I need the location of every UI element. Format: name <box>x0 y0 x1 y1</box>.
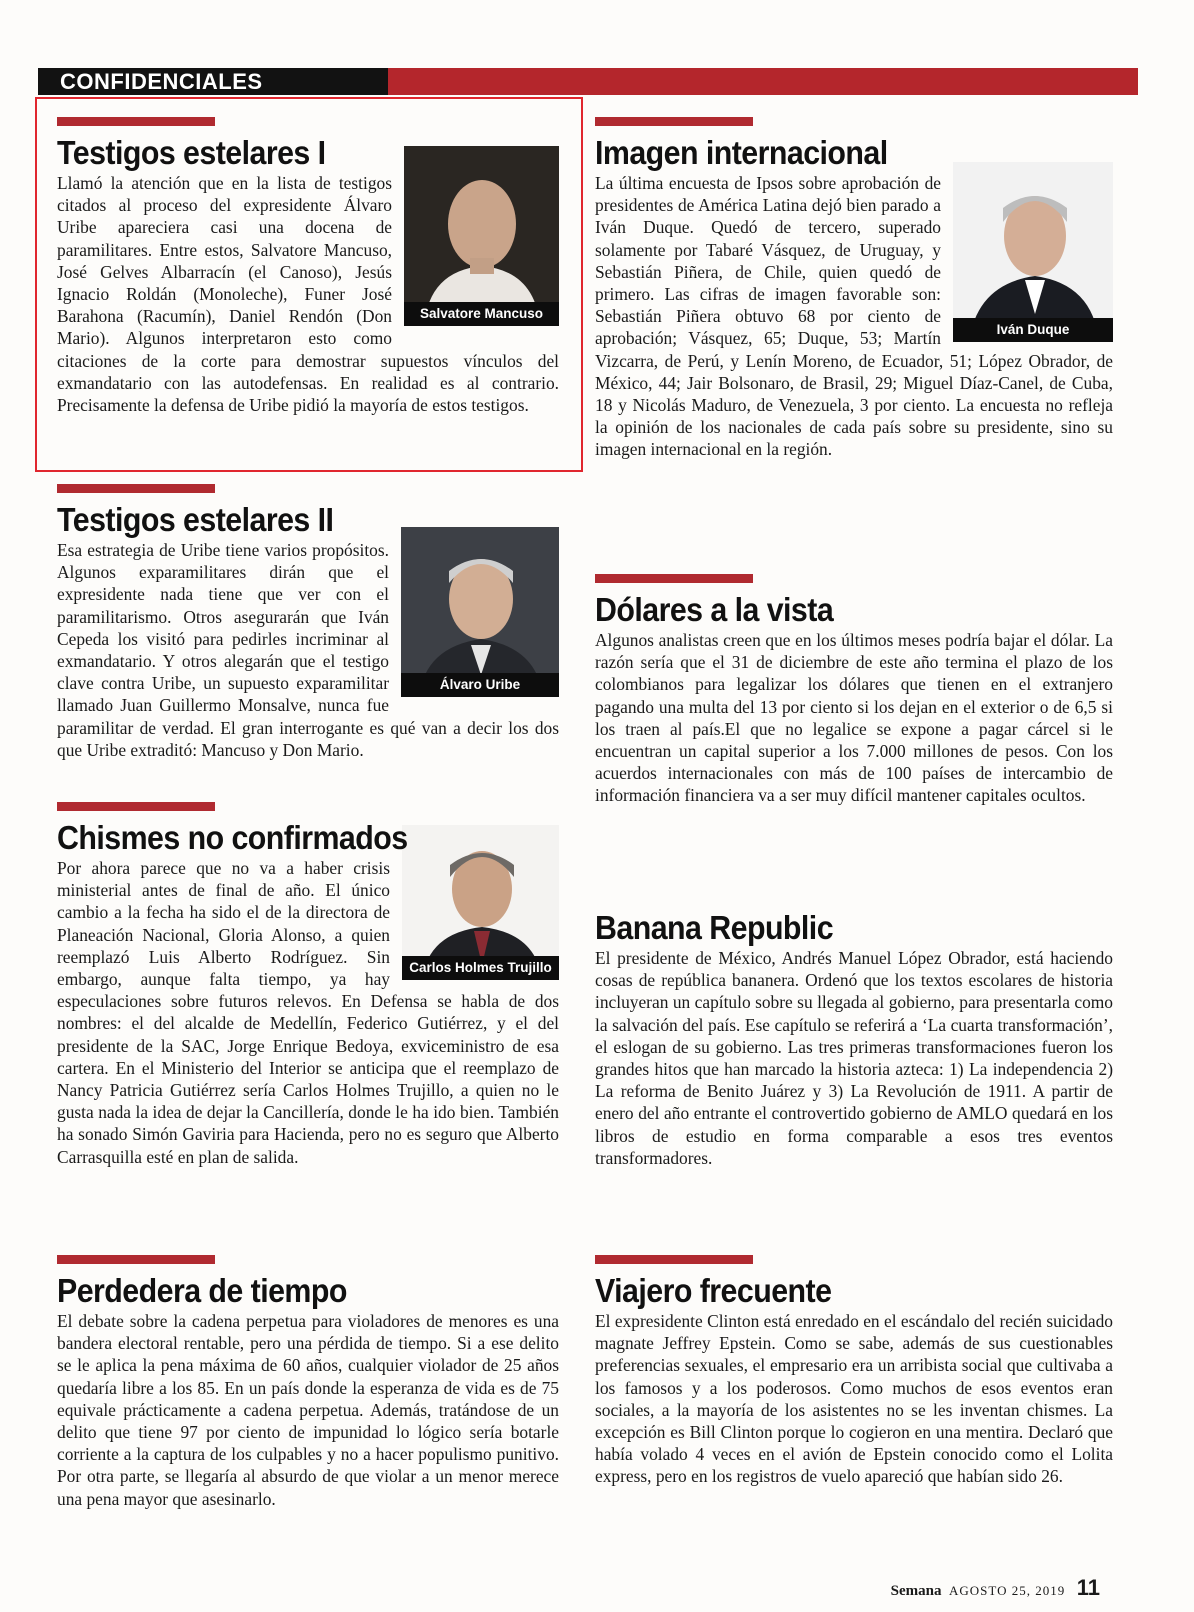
photo-caption: Álvaro Uribe <box>401 673 559 697</box>
article-perdedera-de-tiempo <box>57 1255 559 1510</box>
article-body: Por ahora parece que no va a haber crisis ministerial antes de final de año. El único cambio a la fecha ha sido el de la directora de Planeación Nacional, Gloria Alonso, a quien reemplazó Luis Alberto Rodríguez. Sin embargo, aunque falta tiempo, ya hay especulaciones sobre futuros relevos. En Defensa se habla de dos nombres: el del alcalde de Medellín, Federico Gutiérrez, y el del presidente de la SAC, Jorge Enrique Bedoya, exviceministro de esa cartera. En el Ministerio del Interior se anticipa que el reemplazo de Nancy Patricia Gutiérrez sería Carlos Holmes Trujillo, a quien no le gusta nada la idea de dejar la Cancillería, donde le ha ido bien. También ha sonado Simón Gaviria para Hacienda, pero no es seguro que Alberto Carrasquilla esté en plan de salida. <box>57 858 559 1167</box>
headline-rule <box>57 802 215 811</box>
headline-rule <box>595 1255 753 1264</box>
article-body: La última encuesta de Ipsos sobre aprobación de presidentes de América Latina dejó bien parado a Iván Duque. Quedó de tercero, superado solamente por Tabaré Vásquez, de Uruguay, y Sebastián Piñera, de Chile, quien quedó de primero. Las cifras de imagen favorable son: Sebastián Piñera obtuvo 68 por ciento de aprobación; Vásquez, 65; Duque, 53; Martín Vizcarra, de Perú, y Lenín Moreno, de Ecuador, 51; López Obrador, de México, 44; Jair Bolsonaro, de Brasil, 29; Miguel Díaz-Canel, de Cuba, 18 y Nicolás Maduro, de Venezuela, 3 por ciento. La encuesta no refleja la opinión de los nacionales de cada país sobre su presidente, sino su imagen internacional en la región. <box>595 173 1113 460</box>
article-dolares-a-la-vista <box>595 574 1113 807</box>
headline: Testigos estelares I <box>57 134 326 171</box>
article-body: El expresidente Clinton está enredado en el escándalo del recién suicidado magnate Jeffrey Epstein. Como se sabe, además de sus cuestionables preferencias sexuales, el empresario era un arribista social que cultivaba a los famosos y a los poderosos. Como muchos de esos eventos eran sociales, a la mayoría de los asistentes no se les inventan chismes. La excepción es Bill Clinton porque lo cogieron en una mentira. Declaró que había volado 4 veces en el avión de Epstein conocido como el Lolita express, pero en los registros de vuelo apareció que habían sido 26. <box>595 1311 1113 1487</box>
headline: Banana Republic <box>595 909 834 946</box>
article-viajero-frecuente <box>595 1255 1113 1488</box>
page-footer <box>891 1575 1100 1601</box>
article-body: El debate sobre la cadena perpetua para violadores de menores es una bandera electoral rentable, pero una pérdida de tiempo. Si a ese delito se le aplica la pena máxima de 60 años, cualquier violador de 25 años quedaría libre a los 85. En un país donde la esperanza de vida es de 75 equivale prácticamente a cadena perpetua. Además, tratándose de un delito que tiene 97 por ciento de impunidad lo lógico sería botarle corriente a la captura de los culpables y no a hacer populismo punitivo. Por otra parte, se llegaría al absurdo de que violar a un menor merece una pena mayor que asesinarlo. <box>57 1311 559 1509</box>
photo-ivan-duque <box>953 162 1113 342</box>
photo-caption: Salvatore Mancuso <box>404 302 559 326</box>
page-number: 11 <box>1076 1575 1100 1600</box>
article-body: El presidente de México, Andrés Manuel López Obrador, está haciendo cosas de república bananera. Ordenó que los textos escolares de historia incluyeran un capítulo sobre su llegada al gobierno, para presentarla como la salvación del país. Ese capítulo se referirá a ‘La cuarta transformación’, el eslogan de su gobierno. Las tres primeras transformaciones fueron los grandes hitos que han marcado la historia azteca: 1) La independencia 2) La reforma de Benito Juárez y 3) La Revolución de 1911. A partir de enero del año entrante el controvertido gobierno de AMLO quedará en los libros de estudio en forma comparable a esos tres eventos transformadores. <box>595 948 1113 1168</box>
issue-date: AGOSTO 25, 2019 <box>948 1583 1066 1598</box>
headline-rule <box>595 117 753 126</box>
headline-rule <box>595 574 753 583</box>
magazine-name: Semana <box>890 1583 942 1599</box>
article-imagen-internacional <box>595 117 1113 461</box>
article-body: Algunos analistas creen que en los últimos meses podría bajar el dólar. La razón sería que el 31 de diciembre de este año termina el plazo de los colombianos para legalizar los dólares que tienen en el extranjero pagando una multa del 13 por ciento si los dejan en el exterior o de 6,5 si los traen al país.El que no legalice se expone a pagar cárcel si le encuentran un capital superior a los 7.000 millones de pesos. Con los acuerdos internacionales con más de 100 países de intercambio de información financiera va a ser muy difícil mantener capitales ocultos. <box>595 630 1113 806</box>
headline: Viajero frecuente <box>595 1272 832 1309</box>
photo-alvaro-uribe <box>401 527 559 697</box>
headline: Perdedera de tiempo <box>57 1272 347 1309</box>
photo-caption: Iván Duque <box>953 318 1113 342</box>
section-banner <box>38 68 1138 95</box>
article-body: Llamó la atención que en la lista de testigos citados al proceso del expresidente Álvaro Uribe apareciera casi una docena de paramilitares. Entre estos, Salvatore Mancuso, José Gelves Albarracín (el Canoso), Jesús Ignacio Roldán (Monoleche), Funer José Barahona (Racumín), Daniel Rendón (Don Mario). Algunos interpretaron esto como citaciones de la corte para demostrar supuestos vínculos del exmandatario con las autodefensas. En realidad es al contrario. Precisamente la defensa de Uribe pidió la mayoría de estos testigos. <box>57 173 559 416</box>
photo-caption: Carlos Holmes Trujillo <box>402 956 559 980</box>
article-chismes-no-confirmados <box>57 802 559 1168</box>
headline: Chismes no confirmados <box>57 819 408 856</box>
article-banana-republic <box>595 892 1113 1169</box>
highlight-box <box>35 97 583 472</box>
headline-rule <box>57 484 215 493</box>
headline: Imagen internacional <box>595 134 888 171</box>
article-testigos-estelares-2 <box>57 484 559 761</box>
headline: Testigos estelares II <box>57 501 334 538</box>
headline: Dólares a la vista <box>595 591 834 628</box>
headline-rule <box>57 1255 215 1264</box>
article-body: Esa estrategia de Uribe tiene varios propósitos. Algunos exparamilitares dirán que el expresidente nada tiene que ver con el paramilitarismo. Otros asegurarán que Iván Cepeda los visitó para pedirles incriminar al exmandatario. Y otros alegarán que el testigo clave contra Uribe, un supuesto exparamilitar llamado Juan Guillermo Monsalve, nunca fue paramilitar de verdad. El gran interrogante es qué van a decir los dos que Uribe extraditó: Mancuso y Don Mario. <box>57 540 559 760</box>
section-title: CONFIDENCIALES <box>38 68 388 95</box>
